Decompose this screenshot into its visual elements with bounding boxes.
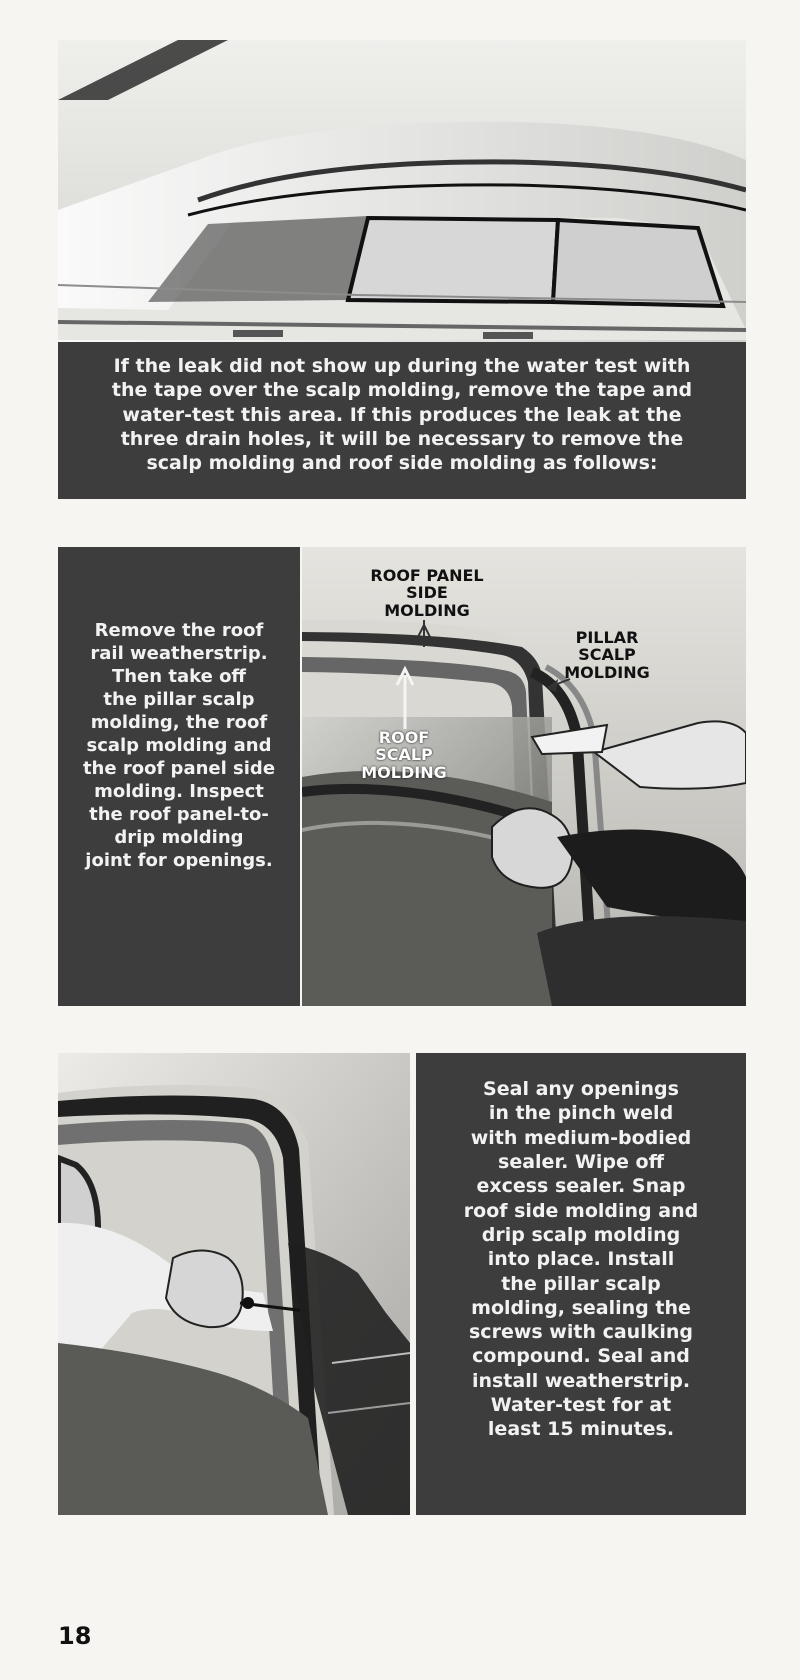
page-number: 18 bbox=[58, 1622, 92, 1650]
roof-water-test-illustration bbox=[58, 40, 746, 370]
roof-scalp-molding-label: ROOF SCALP MOLDING bbox=[361, 728, 447, 782]
roof-moldings-photo bbox=[302, 547, 746, 1006]
pillar-scalp-molding-label: PILLAR SCALP MOLDING bbox=[564, 628, 650, 682]
roof-panel-side-molding-label: ROOF PANEL SIDE MOLDING bbox=[370, 566, 484, 620]
pinch-weld-photo bbox=[58, 1053, 410, 1515]
pinch-weld-illustration bbox=[58, 1053, 410, 1515]
leak-caption-panel bbox=[58, 342, 746, 499]
seal-caption: Seal any openings in the pinch weld with medium-bodied sealer. Wipe off excess sealer. Snap roof side molding and drip scalp molding into place. Install the pillar scalp molding, sealing the screws with caulking compound. Seal and install weatherstrip. Water-test for at least 15 minutes. bbox=[463, 1078, 699, 1441]
remove-moldings-caption-panel bbox=[58, 547, 300, 1006]
seal-caption-panel bbox=[416, 1053, 746, 1515]
leak-caption: If the leak did not show up during the water test with the tape over the scalp molding, remove the tape and water-test this area. If this produces the leak at the three drain holes, it will be necessary to remove the scalp molding and roof side molding as follows: bbox=[111, 355, 693, 475]
roof-water-test-photo bbox=[58, 40, 746, 370]
remove-moldings-caption: Remove the roof rail weatherstrip. Then take off the pillar scalp molding, the roof scalp molding and the roof panel side molding. Inspect the roof panel-to- drip molding joint for openings. bbox=[82, 620, 276, 872]
